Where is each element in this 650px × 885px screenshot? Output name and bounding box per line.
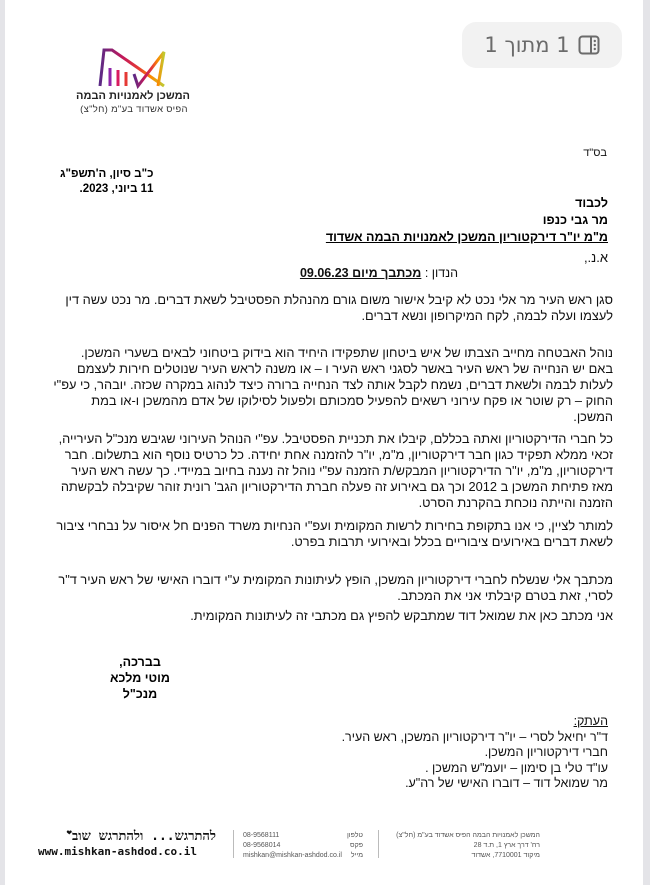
paragraph-1: סגן ראש העיר מר אלי נכט לא קיבל אישור משום גורם מהנהלת הפסטיבל לשאת דברים. מר נכט עשה דין לעצמו ועלה לבמה, לקח המיקרופון ונשא דברים. bbox=[65, 292, 613, 323]
footer-website: www.mishkan-ashdod.co.il bbox=[38, 845, 197, 858]
footer-address bbox=[390, 831, 540, 861]
footer-contact-values bbox=[243, 831, 342, 861]
subject-line bbox=[300, 265, 458, 281]
address-line: המשכן לאמנויות הבמה הפיס אשדוד בע"מ (חל"צ) bbox=[396, 832, 540, 839]
label-email: מייל bbox=[350, 852, 363, 859]
cc-item: חברי דירקטוריון המשכן. bbox=[484, 745, 608, 759]
paragraph-6: אני מכתב כאן את שמואל דוד שמתבקש להפיץ גם מכתבי זה לעיתונות המקומית. bbox=[190, 608, 613, 623]
subject-label: הנדון : bbox=[424, 266, 458, 280]
date-gregorian: 11 ביוני, 2023. bbox=[79, 183, 154, 195]
footer-divider bbox=[233, 830, 234, 858]
footer-email: mishkan@mishkan-ashdod.co.il bbox=[243, 852, 342, 859]
signer-name: מוטי מלכא bbox=[110, 671, 170, 685]
subject-text: מכתבך מיום 09.06.23 bbox=[299, 266, 422, 280]
footer-fax: 08-9568014 bbox=[243, 842, 281, 849]
recipient-block bbox=[326, 195, 608, 246]
org-subtitle: הפיס אשדוד בע"מ (חל"צ) bbox=[80, 104, 188, 115]
footer-divider bbox=[378, 830, 379, 858]
footer-phone: 08-9568111 bbox=[243, 832, 280, 839]
page-count-text: 1 מתוך 1 bbox=[484, 33, 570, 57]
signature-block bbox=[95, 654, 185, 702]
org-logo bbox=[78, 46, 198, 90]
recipient-name: מר גבי כנפו bbox=[542, 213, 608, 227]
cc-item: עו"ד טלי בן סימון – יועמ"ש המשכן . bbox=[425, 760, 608, 775]
heart-icon: ❤ bbox=[66, 828, 72, 838]
paragraph-3: כל חברי הדירקטוריון ואתה בכללם, קיבלו את תכניית הפסטיבל. עפ"י הנוהל העירוני שגיבש מנכ"ל העירייה, זכאי ממלא תפקיד כגון חבר דירקטוריון, מ"מ, יו"ר להזמנה אחת יחידה. כל כרטיס נוסף הוא בתשלום. חבר דירקטוריון, מ"מ, יו"ר הדירקטוריון המבקש/ת הזמנה עפ"י נוהל זה נענה בחיוב במיידי. כך עשה ראש העיר מאז פתיחת המשכן ב 2012 וכך גם באירוע זה פעלה חברת הדירקטוריון הגב' רונית זוהר שקיבלה לבקשתה הזמנה והייתה נוכחת בהקרנת הסרט. bbox=[58, 431, 613, 510]
sidebar-panel-icon[interactable] bbox=[578, 35, 600, 55]
cc-label: העתק: bbox=[573, 714, 608, 728]
logo-mark-icon bbox=[94, 46, 184, 90]
paragraph-5: מכתבך אלי שנשלח לחברי דירקטוריון המשכן, הופץ לעיתונות המקומית ע"י דוברו האישי של ראש העיר ד"ר לסרי, זאת בטרם קיבלתי אני את המכתב. bbox=[58, 572, 613, 603]
to-honor: לכבוד bbox=[575, 196, 608, 210]
paragraph-2: נוהל האבטחה מחייב הצבתו של איש ביטחון שתפקידו היחיד הוא בידוק ביטחוני לבאים בשערי המשכן. באם יש הנחייה של ראש העיר באשר לסגני ראש העיר ו – או משנה לראש העיר שנוטלים חירות לעצמם לעלות לבמה ולשאת דברים, נשמח לקבל אותה לצד הנחייה ברורה כיצד לנהוג במקרה שכזה. יובהר, כי עפ"י החוק – רק שוטר או פקח עירוני רשאים להפעיל סמכותם ולפעול לסילוקו של אדם מהמשכן ו-או במת המשכן. bbox=[53, 345, 613, 424]
closing: בברכה, bbox=[119, 655, 161, 669]
signer-title: מנכ"ל bbox=[122, 687, 158, 701]
footer-contact-labels bbox=[345, 831, 363, 861]
cc-block bbox=[342, 714, 608, 792]
address-line: רח' דרך ארץ 1, ת.ד 28 bbox=[473, 842, 540, 849]
page-indicator[interactable] bbox=[462, 22, 622, 68]
org-name: המשכן לאמנויות הבמה bbox=[76, 90, 190, 102]
cc-item: מר שמואל דוד – דוברו האישי של רה"ע. bbox=[405, 776, 608, 790]
label-fax: פקס bbox=[350, 842, 363, 849]
footer-slogan: להתרגש... ולהתרגש שוב❤ bbox=[66, 828, 216, 844]
cc-item: ד"ר יחיאל לסרי – יו"ר דירקטוריון המשכן, ראש העיר. bbox=[341, 729, 608, 744]
greeting: א.נ., bbox=[583, 250, 608, 265]
date-hebrew: כ"ב סיון, ה'תשפ"ג bbox=[60, 168, 154, 180]
recipient-title: מ"מ יו"ר דירקטוריון המשכן לאמנויות הבמה אשדוד bbox=[325, 230, 608, 244]
paragraph-4: למותר לציין, כי אנו בתקופת בחירות לרשות המקומית ועפ"י הנחיות משרד הפנים חל איסור על נבחרי ציבור לשאת דברים באירועים ציבוריים בכלל ובאירועי תרבות בפרט. bbox=[56, 518, 613, 549]
letter-date bbox=[60, 167, 153, 197]
bsd-header: בס"ד bbox=[583, 147, 607, 159]
label-phone: טלפון bbox=[346, 832, 363, 839]
address-line: מיקוד 7710001, אשדוד bbox=[471, 852, 540, 859]
